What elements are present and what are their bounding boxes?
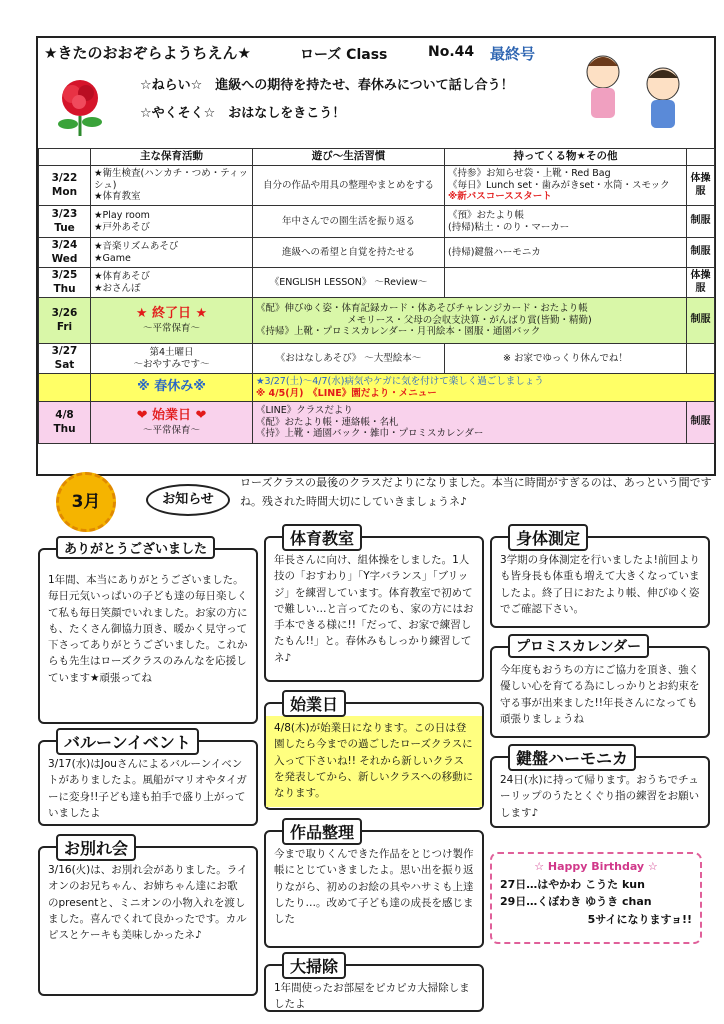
balloon-section [38, 733, 258, 826]
table-row: 4/8 Thu ❤ 始業日 ❤ ～平常保育～ 《LINE》クラスだより 《配》おたより帳・連絡帳・名札 《持》上靴・通園バック・雑巾・プロミスカレンダー 制服 [39, 402, 715, 444]
cleaning-section [264, 957, 484, 1012]
farewell-section [38, 839, 258, 996]
cleaning-text: 1年間使ったお部屋をピカピカ大掃除しましたよ [274, 982, 470, 1011]
promise-calendar-title: プロミスカレンダー [508, 634, 649, 658]
measurement-section [490, 529, 710, 628]
col-header-items: 持ってくる物★その他 [445, 149, 687, 166]
table-header-row [39, 149, 715, 166]
thanks-text: 1年間、本当にありがとうございました。毎日元気いっぱいの子ども達の毎日楽しくて私も毎日笑顔でいれました。お家の方にも、たくさん御協力頂き、暖かく見守って下さってありがとうございました。これからも先生はローズクラスのみんなを応援しています★頑張ってね [48, 574, 248, 684]
notice-text: ローズクラスの最後のクラスだよりになりました。本当に時間がすぎるのは、あっという間ですね。残された時間大切にしていきましょうネ♪ [240, 476, 712, 508]
farewell-title: お別れ会 [56, 834, 136, 861]
harmonica-section [490, 749, 710, 828]
birthday-line: 29日…くぼわき ゆうき chan [500, 895, 652, 909]
birthday-title: ☆ Happy Birthday ☆ [534, 860, 658, 873]
works-text: 今まで取りくんできた作品をとじつけ製作帳にとじていきましたよ。思い出を振り返りながら、初めのお絵の具やハサミも上達したり…。改めて子ども達の成長を感じました [274, 848, 474, 926]
class-name: ローズ Class [300, 47, 388, 63]
table-row: 3/24 Wed ★音楽リズムあそび ★Game 進級への希望と自覚を持たせる (持帰)鍵盤ハーモニカ 制服 [39, 238, 715, 268]
aim-text: ☆ねらい☆ 進級への期待を持たせ、春休みについて話し合う！ [140, 78, 514, 93]
measurement-text: 3学期の身体測定を行いましたよ!前回よりも皆身長も体重も増えて大きくなっていましたよ。終了日におたより帳、伸びゆく姿でご確認下さい。 [500, 554, 700, 615]
thanks-section [38, 542, 258, 724]
gym-section [264, 529, 484, 682]
table-row: 3/23 Tue ★Play room ★戸外あそび 年中さんでの園生活を振り返る 《預》おたより帳 (持帰)粘土・のり・マーカー 制服 [39, 206, 715, 238]
thanks-title: ありがとうございました [56, 536, 215, 559]
start-day-section [264, 695, 484, 810]
balloon-title: バルーンイベント [56, 728, 199, 755]
farewell-text: 3/16(火)は、お別れ会がありました。ライオンのお兄ちゃん、お姉ちゃん達にお歌のpresentと、ミニオンの小物入れを渡しました。喜んでくれて良かったです。カルピスとケーキも美味しかったネ♪ [48, 864, 248, 942]
table-row: ※ 春休み※ ★3/27(土)～4/7(水)病気やケガに気を付けて楽しく過ごしましょう ※ 4/5(月) 《LINE》園だより・メニュー [39, 374, 715, 402]
month-badge: 3月 [56, 472, 116, 532]
birthday-card [490, 852, 702, 944]
table-row: 3/27 Sat 第4土曜日 ～おやすみです～ 《おはなしあそび》 ～大型絵本～ ※ お家でゆっくり休んでね！ [39, 344, 715, 374]
issue-number: No.44 [428, 44, 475, 60]
measurement-title: 身体測定 [508, 524, 588, 551]
birthday-line: 27日…はやかわ こうた kun [500, 877, 645, 891]
col-header-activities: 主な保育活動 [91, 149, 253, 166]
schedule-table [38, 148, 715, 444]
table-row: 3/25 Thu ★体育あそび ★おさんぽ 《ENGLISH LESSON》 ～Review～ 体操服 [39, 268, 715, 298]
balloon-text: 3/17(水)はJouさんによるバルーンイベントがありましたよ。風船がマリオやタイガーに変身!!子ども達も拍手で盛り上がっていましたよ [48, 758, 247, 819]
harmonica-title: 鍵盤ハーモニカ [508, 744, 636, 771]
last-issue-label: 最終号 [490, 45, 536, 63]
start-day-text: 4/8(木)が始業日になります。この日は登園したら今までの過ごしたローズクラスに入って下さいね!! それから新しいクラスを発表してから、新しいクラスへの移動になります。 [266, 716, 482, 807]
start-day-title: 始業日 [282, 690, 346, 717]
promise-calendar-section [490, 639, 710, 738]
school-name: ★きたのおおぞらようちえん★ [44, 44, 251, 62]
works-section [264, 823, 484, 948]
promise-text: ☆やくそく☆ おはなしをきこう！ [140, 106, 346, 121]
harmonica-text: 24日(水)に持って帰ります。おうちでチューリップのうたとくぐり指の練習をお願いします♪ [500, 774, 700, 819]
works-title: 作品整理 [282, 818, 362, 845]
gym-title: 体育教室 [282, 524, 362, 551]
table-row: 3/22 Mon ★衛生検査(ハンカチ・つめ・ティッシュ) ★体育教室 自分の作品や用具の整理やまとめをする 《持参》お知らせ袋・上靴・Red Bag 《毎日》Lunch set・歯みがきset・水筒・スモック ※新バスコーススタート 体操服 [39, 166, 715, 206]
col-header-play: 遊び～生活習慣 [253, 149, 445, 166]
cleaning-title: 大掃除 [282, 952, 346, 979]
notice-title: お知らせ [146, 484, 230, 516]
birthday-line: 5サイになりますョ!! [587, 912, 692, 926]
gym-text: 年長さんに向け、組体操をしました。1人技の「おすわり」「Y字バランス」「ブリッジ」を練習しています。体育教室で初めてで難しい…と言ってたのも、家の方にはお手本できる様に!!「だって、お家で練習したもん!!」と。春休みもしっかり練習してネ♪ [274, 554, 474, 664]
table-row: 3/26 Fri ★ 終了日 ★ ～平常保育～ 《配》伸びゆく姿・体育記録カード・体あそびチャレンジカード・おたより帳 メモリース・父母の会収支決算・がんばり賞(皆勤・精勤) 《持帰》上靴・プロミスカレンダー・月刊絵本・園服・通園バック 制服 [39, 298, 715, 344]
promise-calendar-text: 今年度もおうちの方にご協力を頂き、強く優しい心を育てる為にしっかりとお約束を守る事が出来ました!!年長さんになっても頑張りましょうね [500, 664, 700, 725]
